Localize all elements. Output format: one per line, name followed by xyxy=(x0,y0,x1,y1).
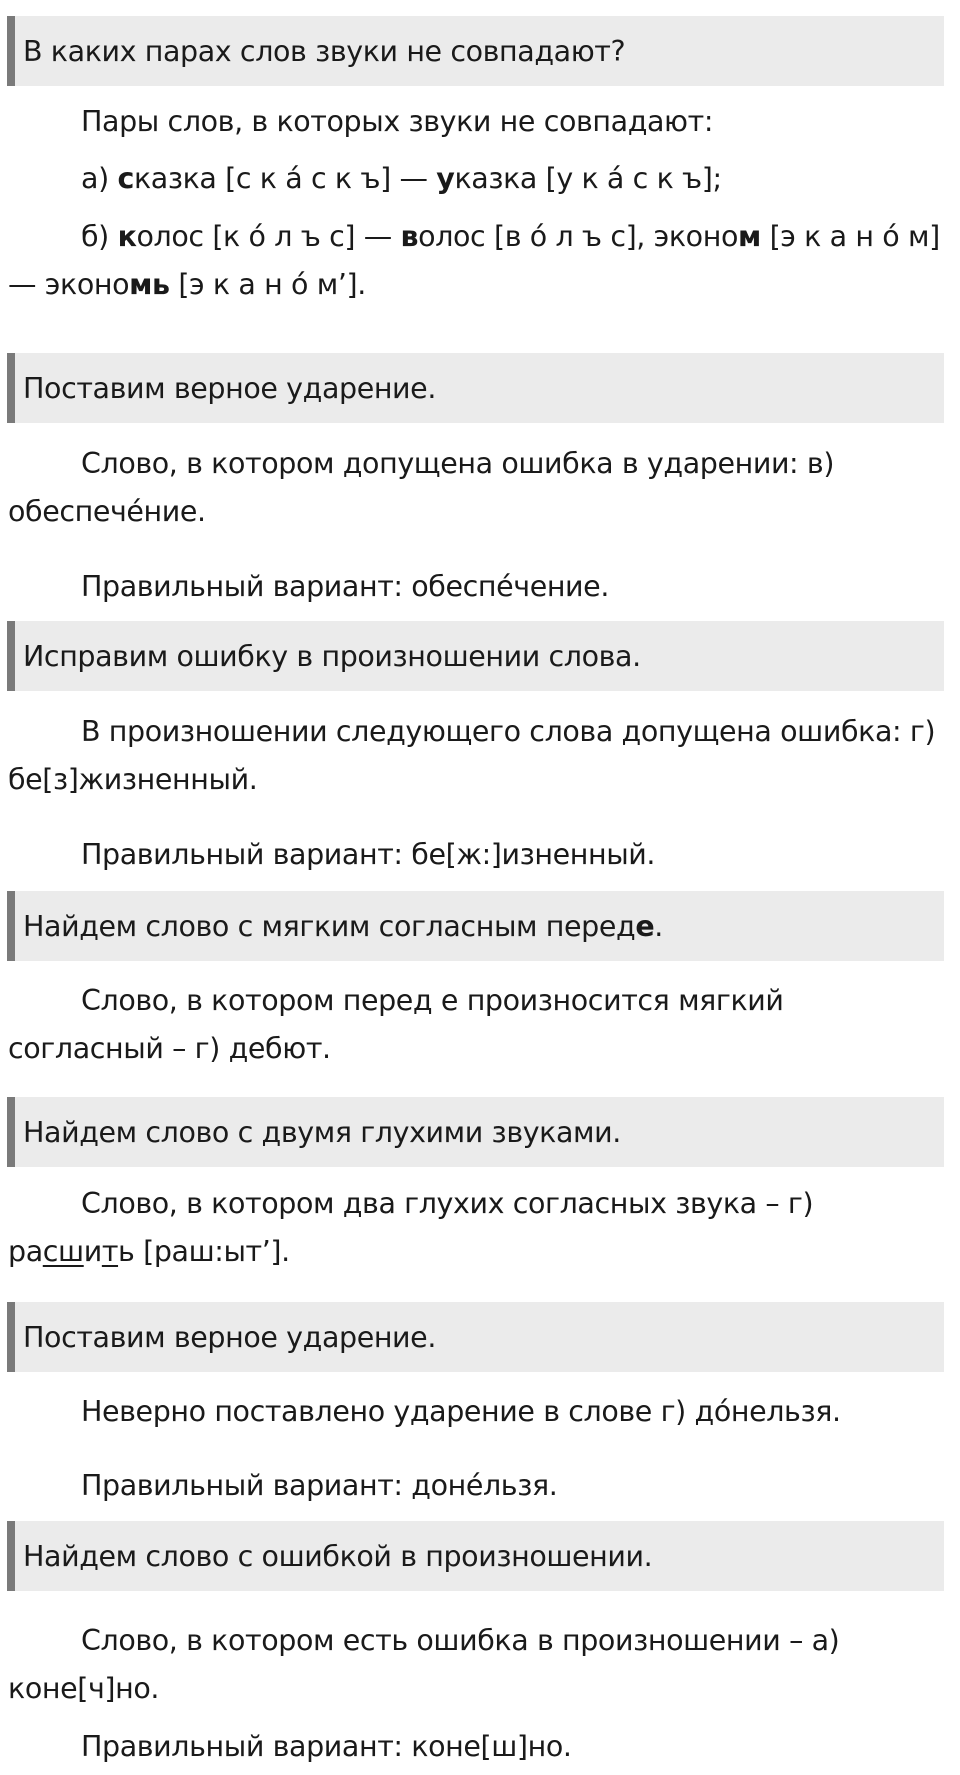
paragraph xyxy=(8,155,944,203)
text-run: и xyxy=(83,1235,102,1268)
paragraph xyxy=(8,831,944,879)
text-run: б) xyxy=(81,220,118,253)
paragraph-text: В произношении следующего слова допущена ошибка: г) бе[з]жизненный. xyxy=(8,715,936,796)
heading-bold-letter: е xyxy=(635,909,655,943)
text-run: казка [с к а́ с к ъ] — xyxy=(133,162,437,195)
text-run: [э к а н о́ м’]. xyxy=(169,268,366,301)
text-run: а) xyxy=(81,162,118,195)
section-heading xyxy=(7,1521,944,1591)
paragraph-text: Правильный вариант: доне́льзя. xyxy=(81,1469,558,1502)
text-run: казка [у к а́ с к ъ]; xyxy=(454,162,722,195)
text-run: [э к а н о́ м] — эконо xyxy=(8,220,940,301)
heading-text: В каких парах слов звуки не совпадают? xyxy=(23,34,626,68)
text-run: олос [в о́ л ъ с], эконо xyxy=(418,220,738,253)
paragraph-text: Слово, в котором перед е произносится мягкий согласный – г) дебют. xyxy=(8,984,784,1065)
paragraph xyxy=(8,213,944,309)
section-heading xyxy=(7,1302,944,1372)
paragraph-text: Пары слов, в которых звуки не совпадают: xyxy=(81,105,714,138)
bold-letter: к xyxy=(117,220,137,253)
bold-letters: мь xyxy=(129,268,170,301)
paragraph xyxy=(8,1388,944,1436)
paragraph xyxy=(8,1723,944,1771)
heading-text: Найдем слово с двумя глухими звуками. xyxy=(23,1115,621,1149)
paragraph xyxy=(8,440,944,536)
text-run: Слово, в котором два глухих согласных звука – г) ра xyxy=(8,1187,814,1268)
paragraph xyxy=(8,563,944,611)
bold-letter: м xyxy=(738,220,761,253)
underlined-letter: т xyxy=(101,1235,119,1268)
text-run: олос [к о́ л ъ с] — xyxy=(136,220,401,253)
paragraph xyxy=(8,977,944,1073)
bold-letter: в xyxy=(400,220,419,253)
heading-text: Исправим ошибку в произношении слова. xyxy=(23,639,641,673)
section-heading xyxy=(7,621,944,691)
bold-letter: с xyxy=(117,162,134,195)
paragraph xyxy=(8,1180,944,1276)
section-heading xyxy=(7,353,944,423)
heading-text: Найдем слово с ошибкой в произношении. xyxy=(23,1539,653,1573)
heading-text: Найдем слово с мягким согласным перед xyxy=(23,909,636,943)
paragraph xyxy=(8,1617,944,1713)
paragraph-text: Правильный вариант: бе[ж:]изненный. xyxy=(81,838,656,871)
heading-text: Поставим верное ударение. xyxy=(23,1320,436,1354)
section-heading xyxy=(7,1097,944,1167)
paragraph-text: Слово, в котором допущена ошибка в ударении: в) обеспече́ние. xyxy=(8,447,835,528)
paragraph-text: Правильный вариант: обеспе́чение. xyxy=(81,570,609,603)
paragraph-text: Правильный вариант: коне[ш]но. xyxy=(81,1730,572,1763)
paragraph-text: Слово, в котором есть ошибка в произношении – а) коне[ч]но. xyxy=(8,1624,840,1705)
underlined-letters: сш xyxy=(42,1235,84,1268)
section-heading xyxy=(7,16,944,86)
text-run: ь [раш:ыт’]. xyxy=(118,1235,290,1268)
paragraph xyxy=(8,1462,944,1510)
heading-text: Поставим верное ударение. xyxy=(23,371,436,405)
paragraph xyxy=(8,98,944,146)
bold-letter: у xyxy=(436,162,455,195)
heading-end: . xyxy=(654,909,663,943)
paragraph xyxy=(8,708,944,804)
section-heading xyxy=(7,891,944,961)
paragraph-text: Неверно поставлено ударение в слове г) до́нельзя. xyxy=(81,1395,841,1428)
